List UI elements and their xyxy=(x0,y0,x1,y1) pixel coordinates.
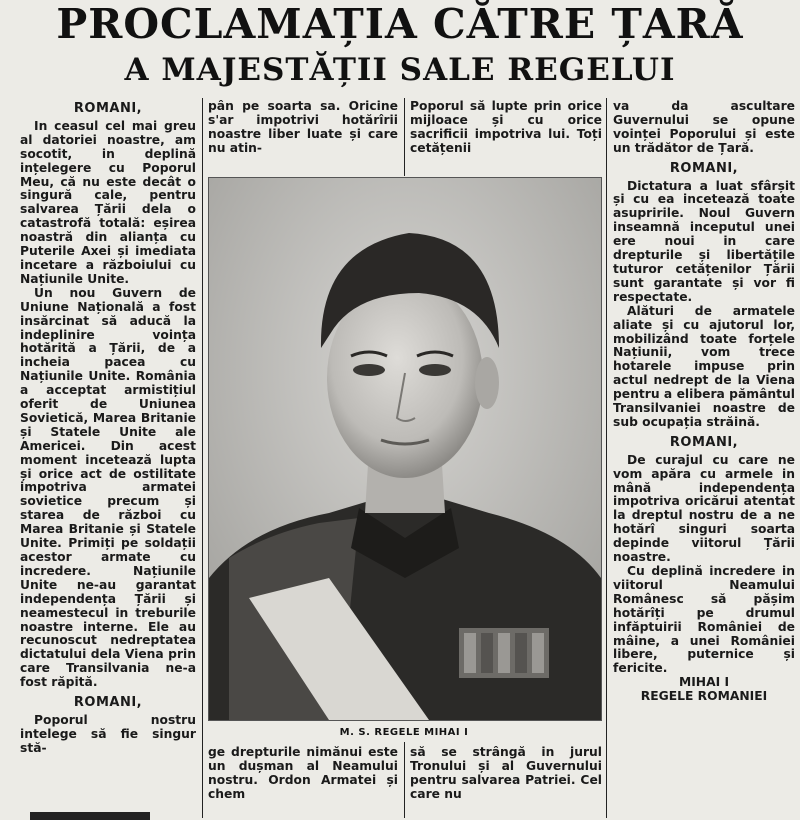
signature-title: REGELE ROMANIEI xyxy=(640,689,768,704)
portrait-image xyxy=(209,178,601,720)
next-headline-fragment xyxy=(30,812,150,820)
divider-col1 xyxy=(202,98,203,818)
paragraph: Cu deplină incredere in viitorul Neamului Românesc să pășim hotărîți pe drumul infăptuirii României de mâine, a unei României libere, puternice și fericite. xyxy=(613,564,795,676)
divider-col2-bottom xyxy=(404,742,405,818)
paragraph: ge drepturile nimănui este un dușman al Neamului nostru. Ordon Armatei și chem xyxy=(208,746,398,801)
paragraph: va da ascultare Guvernului se opune voinței Poporului și este un trădător de Țară. xyxy=(613,100,795,155)
column-heading: ROMANI, xyxy=(73,101,143,116)
paragraph: De curajul cu care ne vom apăra cu armele in mână independența impotriva oricărui atentat la dreptul nostru de a ne hotărî singuri soarta depinde viitorul Țării noastre. xyxy=(613,452,795,565)
column-heading: ROMANI, xyxy=(73,695,143,711)
column-heading: ROMANI, xyxy=(669,434,739,450)
divider-col2 xyxy=(404,98,405,176)
headline-subtitle: A MAJESTĂȚII SALE REGELUI xyxy=(124,52,676,88)
article-column-2-bottom xyxy=(208,746,398,818)
paragraph: Poporul nostru intelege să fie singur stă- xyxy=(20,712,196,755)
paragraph: Dictatura a luat sfârșit și cu ea incetează toate asupririle. Noul Guvern inseamnă inceputul unei ere noui in care drepturile și libertățile tuturor cetățenilor Țării sunt garantate și vor fi respectate. xyxy=(613,178,795,304)
paragraph: pân pe soarta sa. Oricine s'ar impotrivi hotărîrii noastre liber luate și care nu atin- xyxy=(208,100,398,155)
article-column-2-top xyxy=(208,100,398,172)
photo-caption: M. S. REGELE MIHAI I xyxy=(339,727,469,738)
article-column-3-bottom xyxy=(410,746,602,818)
paragraph: Alături de armatele aliate și cu ajutorul lor, mobilizând toate forțele Națiunii, vom trece hotarele impuse prin actul nedrept de la Viena pentru a elibera pământul Transilvaniei noastre de sub ocupația străină. xyxy=(613,303,795,429)
paragraph: Poporul să lupte prin orice mijloace și cu orice sacrificii impotriva lui. Toți cetățenii xyxy=(410,100,602,155)
headline-title: PROCLAMAȚIA CĂTRE ȚARĂ xyxy=(56,0,744,48)
paragraph: Un nou Guvern de Uniune Națională a fost insărcinat să aducă la indeplinire voința hotărită a Țării, de a incheia pacea cu Națiunile Unite. România a acceptat armistițiul oferit de Uniunea Sovietică, Marea Britanie și Statele Unite ale Americei. Din acest moment incetează lupta și orice act de ostilitate impotriva armatei sovietice precum și starea de război cu Marea Britanie și Statele Unite. Primiți pe soldații acestor armate cu incredere. Națiunile Unite ne-au garantat independența Țării și neamestecul in treburile noastre interne. Ele au recunoscut nedreptatea dictatului dela Viena prin care Transilvania ne-a fost răpită. xyxy=(20,285,196,690)
divider-col3 xyxy=(606,98,607,818)
portrait-photo xyxy=(208,177,602,721)
article-column-3-top xyxy=(410,100,602,172)
column-heading: ROMANI, xyxy=(669,160,739,176)
paragraph: In ceasul cel mai greu al datoriei noastre, am socotit, in deplină ințelegere cu Poporul Meu, că nu este decât o singură cale, pentru salvarea Țării dela o catastrofă totală: eșirea noastră din alianța cu Puterile Axei și imediata incetare a războiului cu Națiunile Unite. xyxy=(20,118,196,286)
article-column-1 xyxy=(20,96,196,816)
signature-name: MIHAI I xyxy=(678,675,730,690)
paragraph: să se strângă in jurul Tronului și al Guvernului pentru salvarea Patriei. Cel care nu xyxy=(410,746,602,801)
article-column-4 xyxy=(613,100,795,816)
